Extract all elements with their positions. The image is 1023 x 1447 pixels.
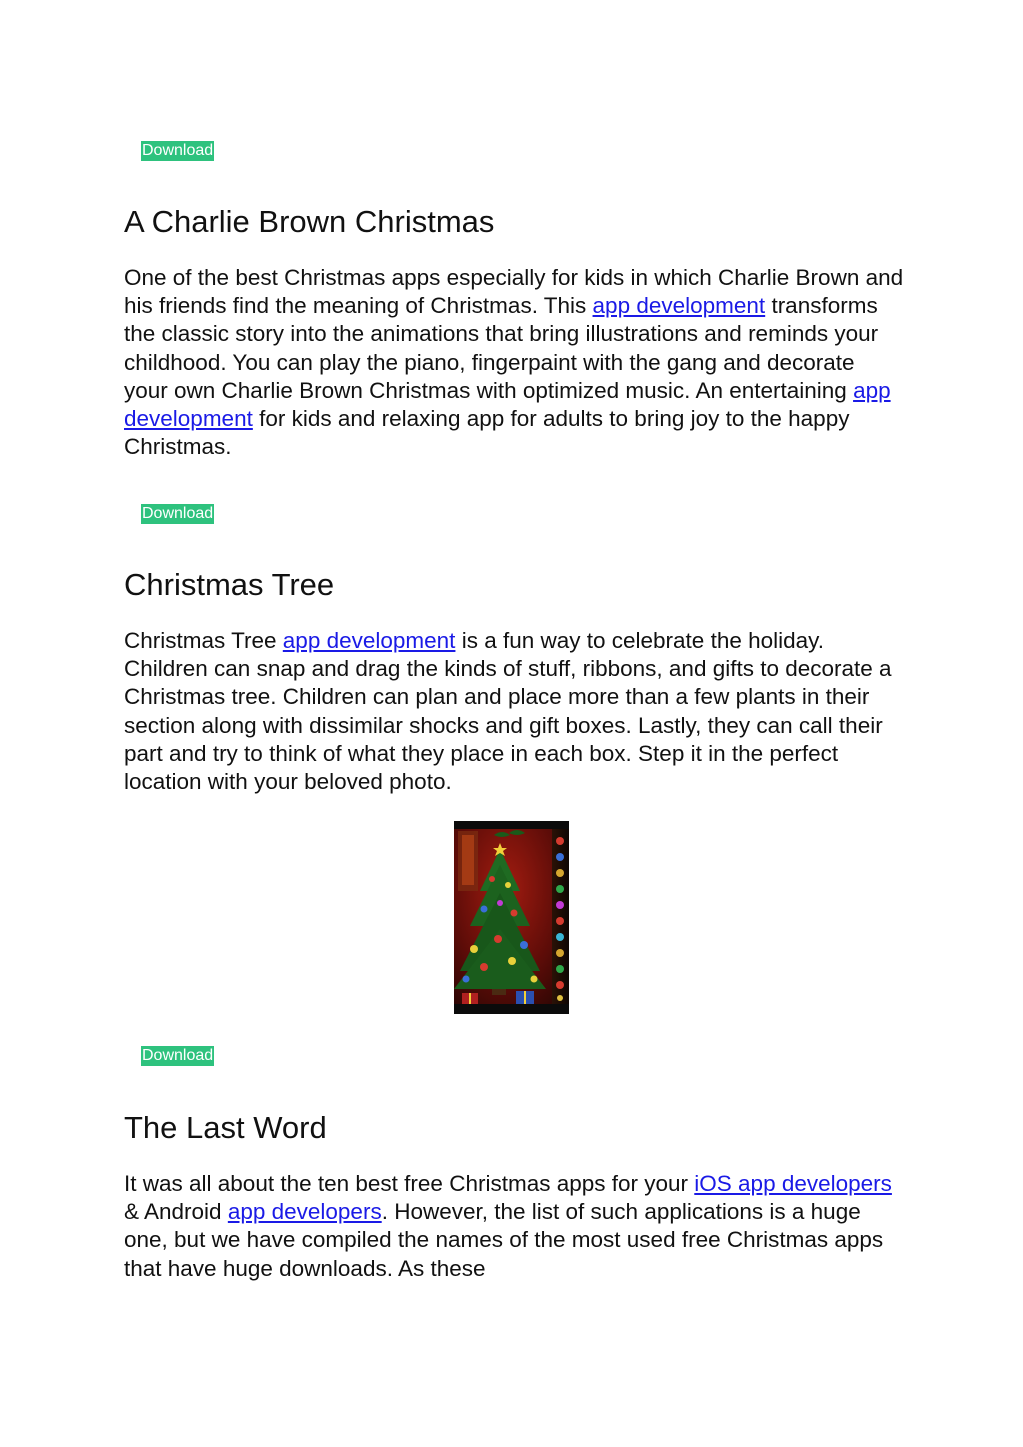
body-text: . However, the list of such applications is a huge one, but we have compiled the names of the most used free Christmas apps that have huge downloads. As these xyxy=(124,1199,884,1281)
app-development-link[interactable]: app development xyxy=(592,293,766,319)
ios-app-developers-link[interactable]: iOS app developers xyxy=(694,1171,892,1196)
body-text: for kids and relaxing app for adults to bring joy to the happy Christmas. xyxy=(124,406,850,460)
app-developers-link[interactable]: app developers xyxy=(227,1199,382,1225)
section-paragraph xyxy=(124,264,904,461)
section-title: Christmas Tree xyxy=(124,567,335,602)
section-title: The Last Word xyxy=(124,1110,327,1145)
body-text: Christmas Tree xyxy=(124,628,283,653)
section-title: A Charlie Brown Christmas xyxy=(124,204,495,239)
section-paragraph xyxy=(124,1170,904,1283)
body-text: is a fun way to celebrate the holiday. Children can snap and drag the kinds of stuff, ribbons, and gifts to decorate a Christmas tree. Children can plan and place more than a few plants in their section along with dissimilar shocks and gift boxes. Lastly, they can call their part and try to think of what they place in each box. Step it in the perfect location with your beloved photo. xyxy=(124,628,892,795)
download-button[interactable]: Download xyxy=(142,1047,214,1064)
app-development-link[interactable]: app development xyxy=(282,628,456,653)
body-text: transforms the classic story into the animations that bring illustrations and reminds your childhood. You can play the piano, fingerpaint with the gang and decorate your own Charlie Brown Christmas with optimized music. An entertaining xyxy=(124,293,879,403)
body-text: One of the best Christmas apps especially for kids in which Charlie Brown and his friends find the meaning of Christmas. This xyxy=(124,265,904,319)
christmas-tree-app-screenshot xyxy=(454,821,569,1014)
download-button[interactable]: Download xyxy=(142,142,214,159)
section-paragraph xyxy=(124,627,904,796)
app-development-link[interactable]: app development xyxy=(124,377,891,432)
body-text: & Android xyxy=(124,1199,228,1225)
download-button[interactable]: Download xyxy=(142,505,214,522)
body-text: It was all about the ten best free Christmas apps for your xyxy=(124,1171,695,1196)
